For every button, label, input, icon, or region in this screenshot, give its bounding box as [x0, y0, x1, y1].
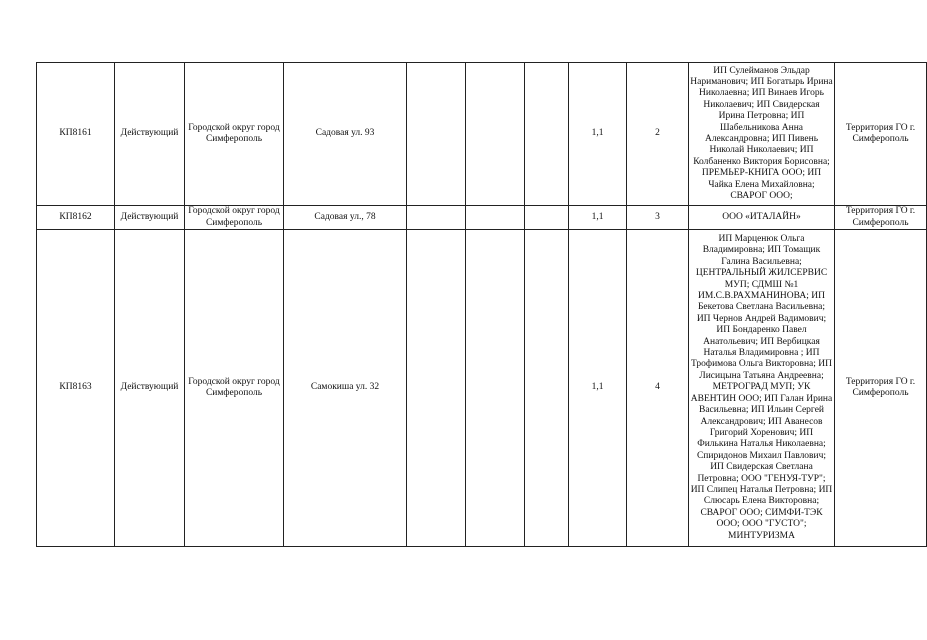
empty-cell [407, 63, 466, 206]
municipality-cell: Городской округ город Симферополь [185, 230, 284, 547]
table-row [37, 206, 927, 230]
empty-cell [466, 230, 525, 547]
area-cell: 1,1 [569, 206, 627, 230]
address-cell: Садовая ул., 78 [284, 206, 407, 230]
object-code-cell: КП8163 [37, 230, 115, 547]
empty-cell [466, 63, 525, 206]
address-cell: Самокиша ул. 32 [284, 230, 407, 547]
registry-table [36, 62, 927, 547]
territory-cell: Территория ГО г. Симферополь [835, 230, 927, 547]
table-row [37, 63, 927, 206]
owners-text: ИП Марценюк Ольга Владимировна; ИП Томащик Галина Васильевна; ЦЕНТРАЛЬНЫЙ ЖИЛСЕРВИС МУП; СДМШ №1 ИМ.С.В.РАХМАНИНОВА; ИП Бекетова Светлана Васильевна; ИП Чернов Андрей Вадимович; ИП Бондаренко Павел Анатольевич; ИП Вербицкая Наталья Владимировна ; ИП Трофимова Ольга Викторовна; ИП Лисицына Татьяна Андреевна; МЕТРОГРАД МУП; УК АВЕНТИН ООО; ИП Галан Ирина Васильевна; ИП Ильин Сергей Александрович; ИП Аванесов Григорий Хоренович; ИП Филькина Наталья Николаевна; Спиридонов Михаил Павлович; ИП Свидерская Светлана Петровна; ООО "ГЕНУЯ-ТУР"; ИП Слипец Наталья Петровна; ИП Слюсарь Елена Викторовна; СВАРОГ ООО; СИМФИ-ТЭК ООО; ООО "ГУСТО"; МИНТУРИЗМА [690, 234, 833, 541]
status-cell: Действующий [115, 63, 185, 206]
owners-cell: ООО «ИТАЛАЙН» [689, 206, 835, 230]
territory-cell: Территория ГО г. Симферополь [835, 63, 927, 206]
empty-cell [525, 63, 569, 206]
empty-cell [525, 230, 569, 547]
count-cell: 3 [627, 206, 689, 230]
object-code-cell: КП8161 [37, 63, 115, 206]
area-cell: 1,1 [569, 230, 627, 547]
table-row [37, 230, 927, 547]
territory-cell: Территория ГО г. Симферополь [835, 206, 927, 230]
status-cell: Действующий [115, 206, 185, 230]
owners-text: ИП Сулейманов Эльдар Нариманович; ИП Богатырь Ирина Николаевна; ИП Винаев Игорь Николаевич; ИП Свидерская Ирина Петровна; ИП Шабельникова Анна Александровна; ИП Пивень Николай Николаевич; ИП Колбаненко Виктория Борисовна; ПРЕМЬЕР-КНИГА ООО; ИП Чайка Елена Михайловна; СВАРОГ ООО; [690, 65, 833, 202]
municipality-cell: Городской округ город Симферополь [185, 63, 284, 206]
owners-cell [689, 230, 835, 547]
count-cell: 2 [627, 63, 689, 206]
object-code-cell: КП8162 [37, 206, 115, 230]
status-cell: Действующий [115, 230, 185, 547]
municipality-cell: Городской округ город Симферополь [185, 206, 284, 230]
address-cell: Садовая ул. 93 [284, 63, 407, 206]
owners-cell [689, 63, 835, 206]
empty-cell [407, 230, 466, 547]
empty-cell [407, 206, 466, 230]
empty-cell [466, 206, 525, 230]
count-cell: 4 [627, 230, 689, 547]
area-cell: 1,1 [569, 63, 627, 206]
empty-cell [525, 206, 569, 230]
